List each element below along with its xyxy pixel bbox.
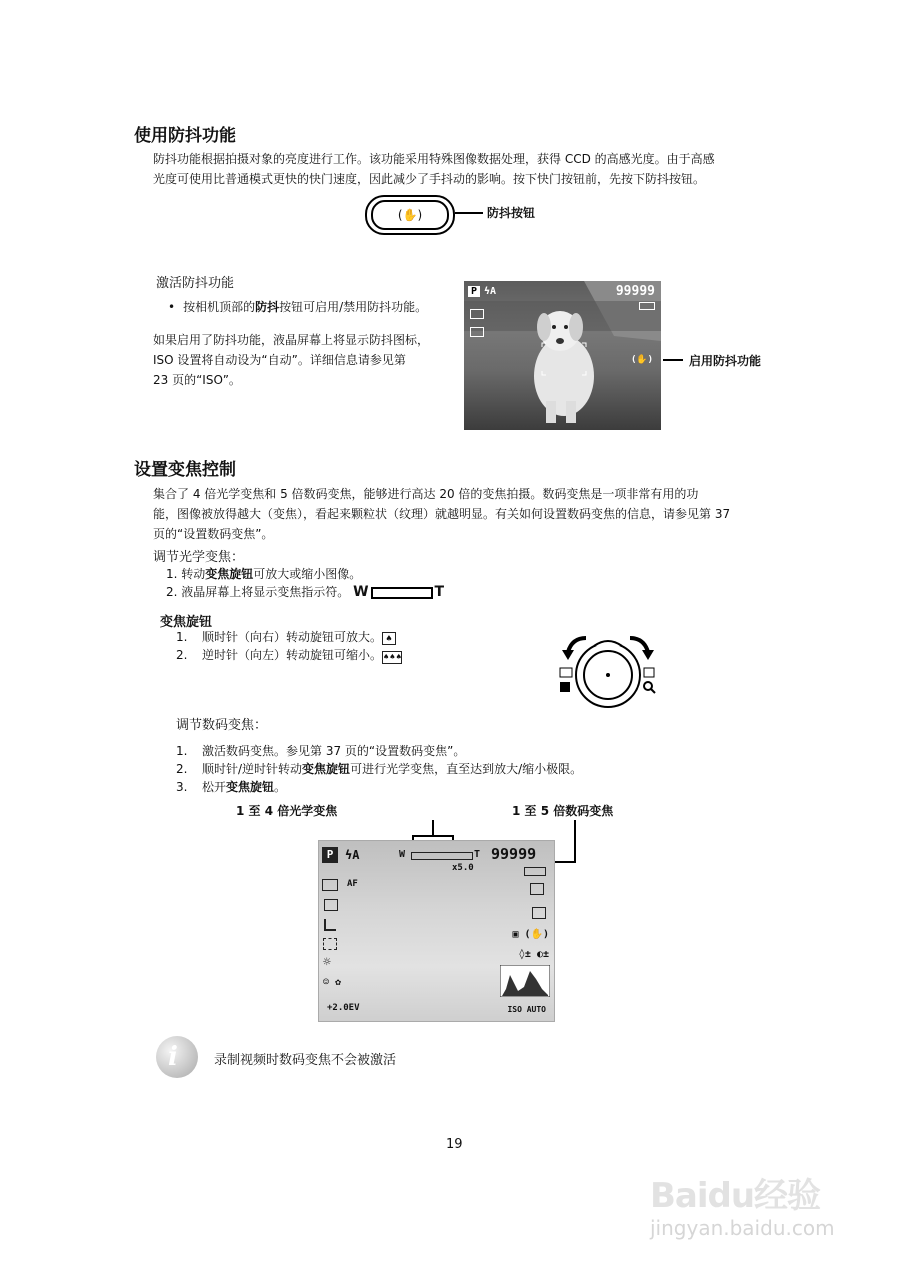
stabilizer-enabled-label: 启用防抖功能 <box>689 354 762 368</box>
face-detect-icon: ☺ ✿ <box>323 977 342 988</box>
ev-value: +2.0EV <box>327 1003 360 1013</box>
battery-icon <box>639 302 655 310</box>
flash-icon: ϟA <box>345 848 360 862</box>
focus-area-icon <box>323 938 337 950</box>
zoom-ring-illustration <box>558 630 662 708</box>
digital-zoom-range-label: 1 至 5 倍数码变焦 <box>512 804 614 818</box>
resolution-icon <box>322 879 338 891</box>
zoom-factor: x5.0 <box>452 863 474 873</box>
camera-lcd-screen <box>318 840 555 1022</box>
section-title-zoom: 设置变焦控制 <box>134 460 236 480</box>
callout-line <box>663 359 683 361</box>
optical-zoom-title: 调节光学变焦： <box>153 550 245 565</box>
quality-icon <box>324 899 338 911</box>
digital-step: 2. 顺时针/逆时针转动变焦旋钮可进行光学变焦，直至达到放大/缩小极限。 <box>176 762 583 776</box>
info-icon: i <box>156 1036 198 1078</box>
telephoto-icon: ♠ <box>382 632 396 645</box>
mode-icon: P <box>322 847 338 863</box>
flash-icon: ϟA <box>484 286 497 297</box>
digital-zoom-title: 调节数码变焦： <box>176 718 268 733</box>
optical-zoom-range-label: 1 至 4 倍光学变焦 <box>236 804 338 818</box>
page-number: 19 <box>446 1137 463 1152</box>
bullet-dot: • <box>168 300 176 314</box>
watermark-logo: Baidu经验 <box>650 1176 821 1216</box>
callout-line <box>455 212 483 214</box>
paragraph-line: 防抖功能根据拍摄对象的亮度进行工作。该功能采用特殊图像数据处理，获得 CCD 的高感光度。由于高感 <box>153 152 715 166</box>
section-title-stabilizer: 使用防抖功能 <box>134 126 236 146</box>
zoom-w-label: W <box>399 849 406 860</box>
stabilizer-icon: (✋) <box>371 200 449 230</box>
shot-count: 99999 <box>491 845 537 863</box>
white-balance-icon: ☼ <box>323 955 331 970</box>
stabilizer-button-illustration <box>365 195 455 235</box>
stabilizer-description: 如果启用了防抖功能，液晶屏幕上将显示防抖图标， ISO 设置将自动设为“自动”。详细信息请参见第 23 页的“ISO”。 <box>153 333 430 387</box>
zoom-bar <box>411 852 473 860</box>
resolution-icon <box>470 309 484 319</box>
mode-icon: P <box>468 286 480 297</box>
stabilizer-button-label: 防抖按钮 <box>487 206 536 220</box>
optical-step-2: 2. 液晶屏幕上将显示变焦指示符。 W T <box>166 584 445 600</box>
digital-step: 1. 激活数码变焦。参见第 37 页的“设置数码变焦”。 <box>176 744 466 758</box>
optical-step-1: 1. 转动变焦旋钮可放大或缩小图像。 <box>166 567 362 581</box>
quality-icon <box>470 327 484 337</box>
stabilizer-paragraph <box>153 149 715 189</box>
digital-steps <box>176 742 582 796</box>
stabilizer-icon: ▣ (✋) <box>512 929 549 940</box>
camera-lcd-photo <box>464 281 661 430</box>
ring-step-2: 2. 逆时针（向左）转动旋钮可缩小。♠♠♠ <box>176 648 402 662</box>
paragraph-line: 光度可使用比普通模式更快的快门速度，因此减少了手抖动的影响。按下快门按钮前，先按下防抖按钮。 <box>153 172 706 186</box>
note-text: 录制视频时数码变焦不会被激活 <box>214 1053 397 1068</box>
wide-angle-icon: ♠♠♠ <box>382 651 402 664</box>
zoom-ring-title: 变焦旋钮 <box>160 615 213 630</box>
watermark-url: jingyan.baidu.com <box>650 1216 835 1240</box>
digital-step: 3. 松开变焦旋钮。 <box>176 780 287 794</box>
histogram <box>500 965 550 997</box>
stabilizer-on-icon: (✋) <box>630 355 653 365</box>
zoom-t-label: T <box>474 849 481 860</box>
aspect-icon <box>532 907 546 919</box>
sharpness-contrast-icon: ◊± ◐± <box>518 949 549 960</box>
zoom-indicator-bar <box>371 587 433 599</box>
metering-icon <box>324 919 336 931</box>
zoom-paragraph: 集合了 4 倍光学变焦和 5 倍数码变焦，能够进行高达 20 倍的变焦拍摄。数码变焦是一项非常有用的功 能，图像被放得越大（变焦），看起来颗粒状（纹理）就越明显。有关如何设置数码变焦的信息，请参见第 37 页的“设置数码变焦”。 <box>153 487 731 541</box>
battery-icon <box>524 867 546 876</box>
shot-count: 99999 <box>615 284 655 299</box>
af-icon: AF <box>347 879 358 889</box>
exit-icon <box>530 883 544 895</box>
activate-stabilizer-title: 激活防抖功能 <box>156 276 235 291</box>
iso-auto: ISO AUTO <box>507 1005 546 1014</box>
stabilizer-bullet: • 按相机顶部的防抖按钮可启用/禁用防抖功能。 <box>168 300 428 314</box>
ring-step-1: 1. 顺时针（向右）转动旋钮可放大。 ♠ <box>176 628 396 646</box>
